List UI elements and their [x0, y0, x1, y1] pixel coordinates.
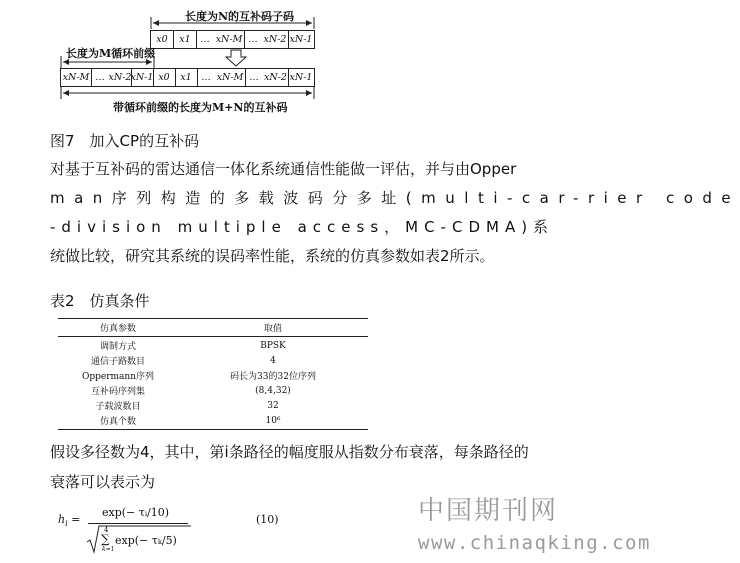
table-row: 调制方式 BPSK — [99, 340, 286, 352]
top-cell-x1: x1 — [179, 34, 191, 45]
formula-denominator: exp(− τₖ/5) — [115, 534, 177, 547]
paragraph-1-line-3: -division multiple access，MC-CDMA)系 — [50, 218, 555, 236]
sum-sign-icon: ∑ — [101, 532, 110, 546]
figure-caption: 图7 加入CP的互补码 — [50, 132, 200, 150]
table-row: Oppermann序列 码长为33的32位序列 — [81, 372, 316, 382]
subcode-box — [150, 30, 315, 49]
body-cell-xN-M: xN-M — [216, 72, 244, 83]
table-caption: 表2 仿真条件 — [50, 292, 150, 310]
top-cell-xN-M: xN-M — [215, 34, 243, 45]
paragraph-2-line-2: 衰落可以表示为 — [50, 473, 156, 491]
fading-formula — [58, 505, 298, 557]
equation-number: (10) — [256, 513, 279, 526]
total-length-label: 带循环前缀的长度为M+N的互补码 — [113, 101, 288, 114]
table-header-rule — [58, 336, 368, 337]
top-cell-x0: x0 — [156, 34, 168, 45]
formula-numerator: exp(− τᵢ/10) — [102, 506, 170, 519]
top-cell-ellipsis-2: … — [248, 34, 258, 45]
body-cell-xN-2: xN-2 — [264, 72, 287, 83]
paragraph-1-line-2: man序列构造的多载波码分多址(multi-car-rier code — [50, 189, 740, 207]
table-bottom-rule — [58, 429, 368, 430]
top-dimension-arrow — [150, 17, 315, 29]
top-cell-ellipsis: … — [200, 34, 210, 45]
watermark-url: www.chinaqking.com — [418, 532, 651, 554]
body-cell-ellipsis: … — [201, 72, 211, 83]
simulation-table — [58, 318, 368, 428]
prefix-cell-xN-1: xN-1 — [130, 72, 154, 83]
complementary-code-diagram — [0, 0, 647, 125]
prefixed-code-box — [60, 68, 315, 87]
formula-lhs: $h_i$ = — [58, 513, 81, 529]
sum-lower-limit: k=1 — [102, 546, 115, 553]
prefix-dimension-arrow — [60, 56, 155, 68]
table-row: 通信子路数目 4 — [90, 355, 276, 367]
top-cell-xN-2: xN-2 — [263, 34, 287, 45]
watermark-logo: 中国期刊网 — [418, 496, 559, 526]
total-dimension-arrow — [60, 87, 315, 99]
down-arrow-icon — [224, 49, 248, 67]
paragraph-1-line-4: 统做比较，研究其系统的误码率性能，系统的仿真参数如表2所示。 — [50, 247, 495, 265]
table-header-row — [58, 320, 368, 335]
prefix-cell-ellipsis: … — [95, 72, 105, 83]
table-row: 子载波数目 32 — [95, 400, 279, 412]
sum-upper-limit: 4 — [104, 526, 109, 534]
body-cell-x0: x0 — [158, 72, 170, 83]
table-row: 互补码序列集 (8,4,32) — [90, 385, 291, 397]
paragraph-2-line-1: 假设多径数为4，其中，第i条路径的幅度服从指数分布衰落，每条路径的 — [50, 443, 529, 461]
header-param: 仿真参数 — [99, 324, 136, 334]
top-cell-xN-1: xN-1 — [289, 34, 313, 45]
top-length-label: 长度为N的互补码子码 — [185, 10, 295, 23]
table-top-rule — [58, 318, 368, 319]
paragraph-1-line-1: 对基于互补码的雷达通信一体化系统通信性能做一评估，并与由Opper — [50, 160, 517, 178]
prefix-length-label: 长度为M循环前缀 — [66, 47, 156, 60]
body-cell-x1: x1 — [180, 72, 192, 83]
prefix-cell-xN-2: xN-2 — [108, 72, 132, 83]
table-row: 仿真个数 10⁶ — [99, 415, 281, 427]
body-cell-ellipsis-2: … — [249, 72, 259, 83]
body-cell-xN-1: xN-1 — [289, 72, 313, 83]
prefix-cell-xN-M: xN-M — [62, 72, 90, 83]
header-value: 取值 — [263, 324, 282, 334]
